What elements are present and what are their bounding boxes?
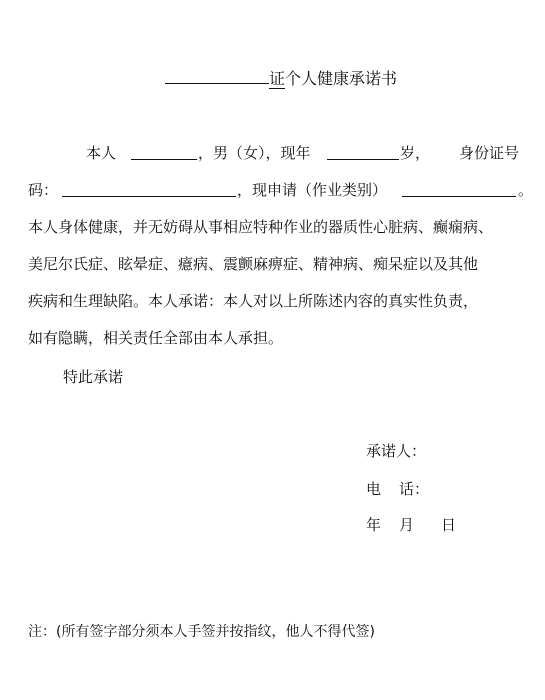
body-line-2: 美尼尔氏症、眩晕症、癔病、震颤麻痹症、精神病、痴呆症以及其他 [28,255,479,273]
date-year-label: 年 [366,516,382,534]
date-month-label: 月 [399,516,415,534]
id-number-blank[interactable] [62,181,236,197]
job-category-blank[interactable] [402,181,516,197]
closing-statement: 特此承诺 [63,368,124,386]
line1-label-gender-age: ，男（女），现年 [198,144,311,162]
promiser-label: 承诺人： [366,442,427,460]
age-blank[interactable] [327,144,399,160]
footnote: 注：(所有签字部分须本人手签并按指纹，他人不得代签) [28,624,375,640]
line2-label-apply: ，现申请（作业类别） [237,181,388,199]
body-line-4: 如有隐瞒，相关责任全部由本人承担。 [28,329,284,347]
name-blank[interactable] [131,144,197,160]
phone-label-b: 话： [399,480,430,498]
line1-label-id: 身份证号 [459,144,520,162]
title-text: 个人健康承诺书 [285,69,398,88]
body-line-3: 疾病和生理缺陷。本人承诺：本人对以上所陈述内容的真实性负责， [28,292,479,310]
body-line-1: 本人身体健康，并无妨碍从事相应特种作业的器质性心脏病、癫痫病、 [28,218,494,236]
line1-label-years: 岁， [400,144,431,162]
title-underlined-char: 证 [269,69,286,88]
line1-label-self: 本人 [86,144,117,162]
date-day-label: 日 [441,516,457,534]
line2-label-code: 码： [28,181,59,199]
document-title [165,66,397,89]
title-blank[interactable] [165,66,269,84]
line2-period: 。 [518,181,534,199]
phone-label-a: 电 [366,480,382,498]
